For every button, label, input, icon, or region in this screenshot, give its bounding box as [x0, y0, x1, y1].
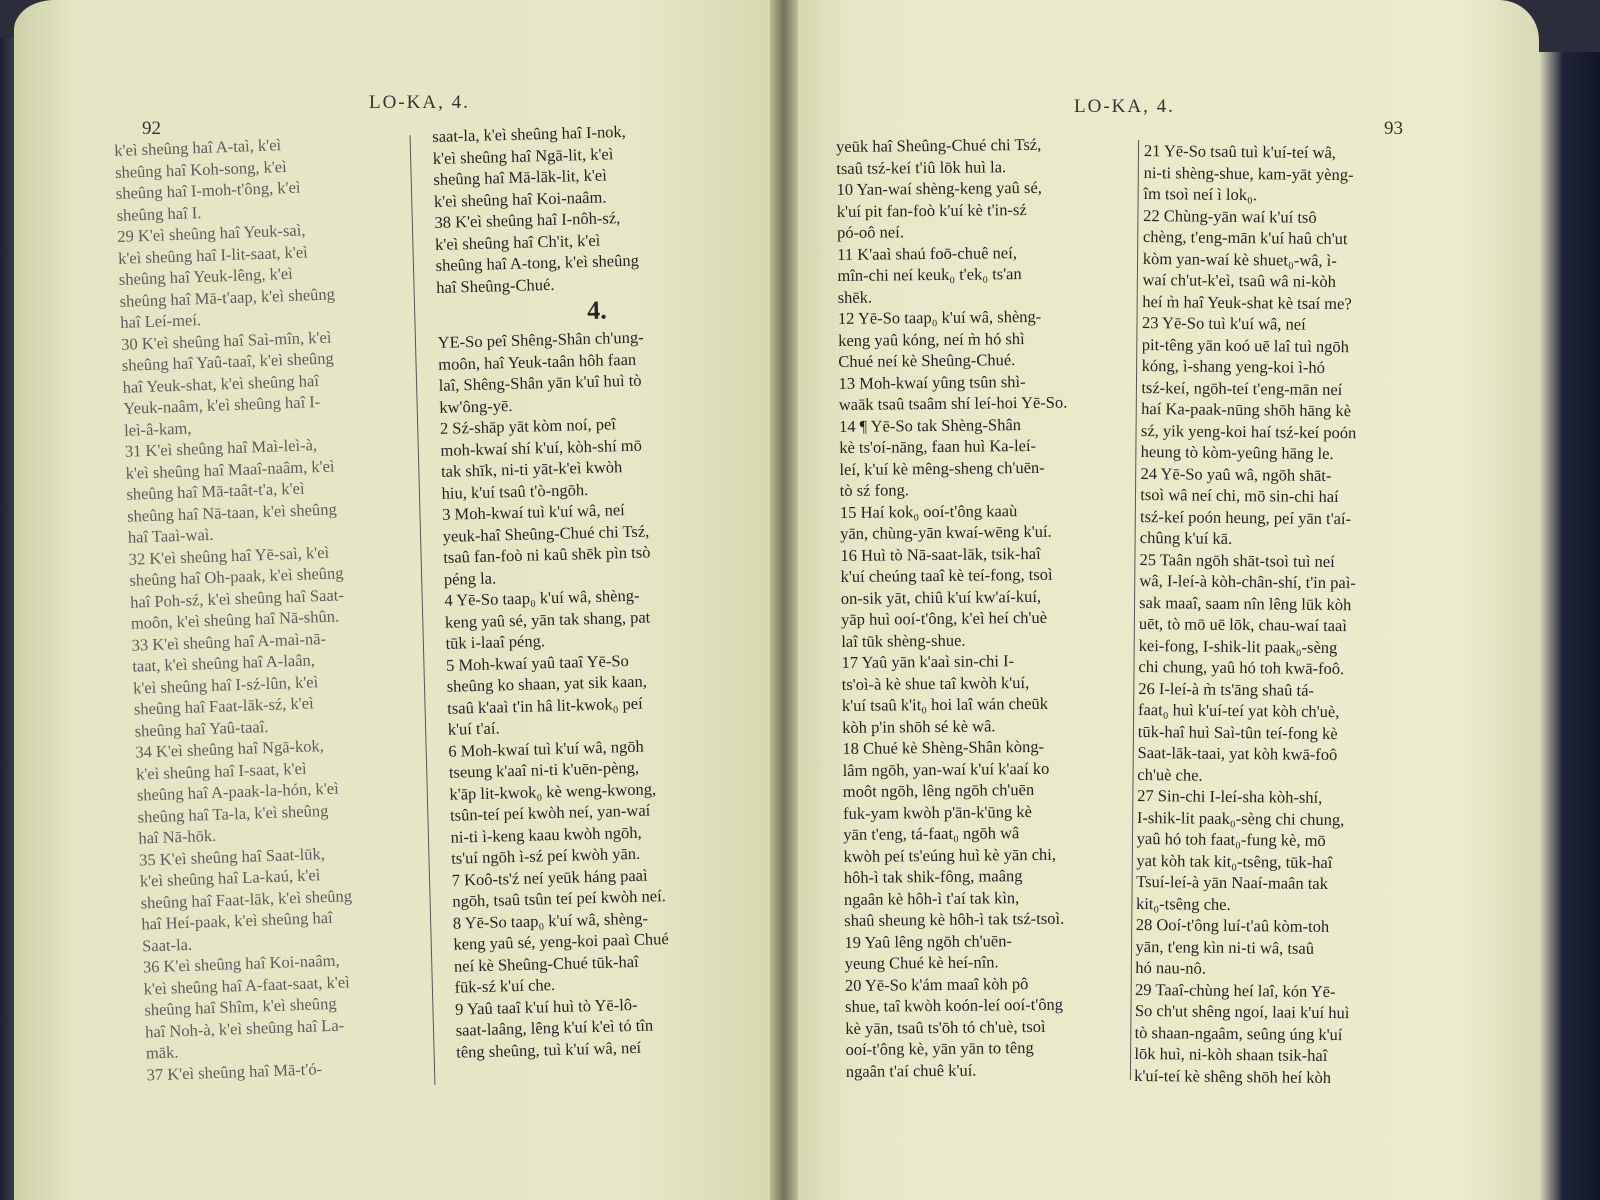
- text-line: hó nau-nô.: [1135, 957, 1207, 978]
- text-line: haí Ka-paak-nūng shōh hāng kè: [1141, 398, 1352, 421]
- text-line: hiu, k'uí tsaû t'ò-ngōh.: [441, 479, 589, 503]
- text-line: haî Noh-à, k'eì sheûng haî La-: [144, 1015, 345, 1041]
- text-line: yān, chùng-yān kwaí-wēng k'uí.: [840, 521, 1052, 543]
- text-line: kè yān, tsaû ts'ōh tó ch'uè, tsoì: [845, 1016, 1046, 1038]
- text-line: 35 K'eì sheûng haî Saat-lūk,: [138, 843, 326, 870]
- left-page: [14, 0, 784, 1200]
- text-column-left: [836, 133, 1176, 1082]
- text-line: leì-â-kam,: [123, 417, 192, 440]
- text-line: sheûng ko shaan, yat sik kaan,: [446, 671, 648, 696]
- text-line: laî, Shêng-Shân yān k'uî huì tò: [438, 370, 642, 395]
- text-line: sheûng haî I.: [116, 202, 202, 225]
- text-line: haî Taaì-waì.: [127, 524, 214, 547]
- text-line: lâm ngōh, yan-waí k'uí k'aaí ko: [842, 758, 1050, 780]
- text-line: ni-ti shèng-shue, kam-yāt yèng-: [1143, 162, 1354, 184]
- text-line: ch'uè che.: [1137, 764, 1203, 785]
- text-line: sheûng haî A-tong, k'eì sheûng: [435, 250, 640, 275]
- text-line: sheûng haî Ta-la, k'eì sheûng: [137, 800, 329, 827]
- text-line: péng la.: [443, 567, 497, 589]
- text-line: k'eì sheûng haî Koi-naâm.: [433, 186, 607, 211]
- text-line: k'eì sheûng haî Ch'it, k'eì: [434, 230, 601, 254]
- text-line: 5 Moh-kwaí yaû taaî Yē-So: [445, 650, 629, 675]
- text-line: 31 K'eì sheûng haî Maì-leì-à,: [124, 435, 318, 461]
- text-line: haî Yeuk-shat, k'eì sheûng haî: [122, 370, 320, 397]
- text-line: moôt ngōh, lêng ngōh ch'uēn: [842, 779, 1035, 801]
- text-line: k'āp lit-kwok₀ kè weng-kwong,: [449, 778, 657, 804]
- text-line: 28 Ooí-t'ông luí-t'aû kòm-toh: [1135, 914, 1330, 936]
- text-line: 18 Chué kè Shèng-Shân kòng-: [842, 736, 1045, 758]
- text-line: k'uí tsaû k'it₀ hoi laî wán cheūk: [841, 693, 1049, 715]
- text-line: sheûng haî Yeuk-lêng, k'eì: [118, 263, 294, 289]
- text-line: saat-laâng, lêng k'uí k'eì tó tîn: [455, 1015, 654, 1040]
- text-line: So ch'ut shêng ngoí, laai k'uí huì: [1134, 1000, 1350, 1023]
- text-line: 8 Yē-So taap₀ k'uí wâ, shèng-: [452, 908, 649, 933]
- text-line: ni-ti ì-keng kaau kwòh ngōh,: [450, 822, 642, 847]
- text-line: k'eì sheûng haî La-kaú, k'eì: [139, 865, 321, 891]
- text-line: yān, t'eng kìn ni-ti wâ, tsaû: [1135, 936, 1315, 958]
- text-line: kit₀-tsêng che.: [1135, 893, 1231, 914]
- text-line: Saat-lāk-taai, yat kòh kwā-foô: [1137, 742, 1338, 765]
- text-line: lōk huì, ni-kòh shaan tsik-haî: [1134, 1043, 1328, 1065]
- text-line: yāp huì ooí-t'ông, k'eì heí ch'uè: [840, 607, 1048, 629]
- text-line: ngaân t'aí chuê k'uí.: [845, 1060, 977, 1081]
- text-line: moôn, k'eì sheûng haî Nā-shûn.: [130, 606, 340, 633]
- text-line: tò sź fong.: [839, 480, 910, 500]
- text-line: 4 Yē-So taap₀ k'uí wâ, shèng-: [444, 585, 640, 610]
- text-line: sheûng haî Faat-lāk-sź, k'eì: [133, 693, 314, 719]
- text-line: 22 Chùng-yān waí k'uí tsô: [1143, 205, 1317, 227]
- text-line: 25 Taân ngōh shāt-tsoì tuì neí: [1139, 549, 1335, 571]
- text-line: ts'oì-à kè shue taî kwòh k'uí,: [841, 672, 1030, 694]
- text-line: heung tò kòm-yeûng hāng le.: [1140, 441, 1334, 464]
- text-line: k'eì sheûng haî I-lit-saat, k'eì: [117, 241, 309, 268]
- text-line: 16 Huì tò Nā-saat-lāk, tsik-haî: [840, 543, 1041, 565]
- text-line: tak shīk, ni-ti yāt-k'eì kwòh: [440, 457, 623, 481]
- text-line: saat-la, k'eì sheûng haî I-nok,: [432, 121, 627, 146]
- text-line: sheûng haî Shîm, k'eì sheûng: [144, 993, 337, 1020]
- text-line: sheûng haî Mā-t'aap, k'eì sheûng: [119, 283, 336, 311]
- text-line: kei-fong, I-shik-lit paak₀-sèng: [1138, 635, 1338, 657]
- text-line: 15 Haí kok₀ ooí-t'ông kaaù: [839, 500, 1018, 522]
- text-line: 13 Moh-kwaí yûng tsûn shì-: [838, 371, 1026, 393]
- text-line: k'eì sheûng haî I-sź-lûn, k'eì: [132, 671, 319, 698]
- text-line: têng sheûng, tuì k'uí wâ, neí: [455, 1037, 642, 1062]
- text-line: 29 K'eì sheûng haî Yeuk-saì,: [117, 220, 306, 246]
- text-line: shaû sheung kè hôh-ì tak tsź-tsoì.: [844, 908, 1065, 930]
- right-page: [784, 0, 1539, 1200]
- text-line: Tsuí-leí-à yān Naaí-maân tak: [1136, 871, 1329, 893]
- text-line: yeung Chué kè heí-nîn.: [844, 952, 999, 973]
- text-line: 32 K'eì sheûng haî Yē-saì, k'eì: [128, 542, 330, 569]
- text-line: 11 K'aaì shaú foō-chuê neí,: [837, 242, 1017, 264]
- text-line: haî Sheûng-Chué.: [435, 274, 555, 297]
- text-line: tsź-keí poón heung, peí yān t'aí-: [1139, 506, 1352, 528]
- text-line: sheûng haî Nā-taan, k'eì sheûng: [126, 498, 337, 526]
- text-line: 17 Yaû yān k'aaì sin-chi I-: [841, 651, 1015, 672]
- text-line: tsûn-teí peí kwòh neí, yan-waí: [449, 800, 651, 825]
- text-line: k'uí pit fan-foò k'uí kè t'in-sź: [836, 199, 1027, 221]
- text-line: Yeuk-naâm, k'eì sheûng haî I-: [123, 391, 321, 418]
- text-line: k'uí cheúng taaî kè teí-fong, tsoì: [840, 564, 1053, 586]
- text-line: tūk i-laaî péng.: [445, 631, 546, 653]
- text-line: 21 Yē-So tsaû tuì k'uí-teí wâ,: [1143, 140, 1337, 163]
- text-line: yaû hó toh faat₀-fung kè, mō: [1136, 828, 1326, 850]
- text-line: k'eì sheûng haî A-faat-saat, k'eì: [143, 971, 351, 998]
- text-line: 23 Yē-So tuì k'uí wâ, neí: [1141, 312, 1306, 334]
- text-line: yeūk haî Sheûng-Chué chi Tsź,: [836, 134, 1042, 156]
- text-line: 34 K'eì sheûng haî Ngā-kok,: [135, 736, 325, 762]
- text-line: tseung k'aaî ni-ti k'uēn-pèng,: [448, 757, 640, 782]
- text-line: yat kòh tak kit₀-tsêng, tūk-haî: [1136, 850, 1333, 872]
- text-line: haî Leí-meí.: [120, 310, 202, 332]
- running-header: LO-KA, 4.: [1074, 96, 1175, 117]
- text-line: tsaû k'aaì t'in hâ lit-kwok₀ peí: [446, 693, 643, 718]
- text-line: sheûng haî A-paak-la-hón, k'eì: [136, 778, 339, 805]
- text-line: I-shik-lit paak₀-sèng chi chung,: [1136, 807, 1345, 829]
- text-line: kòh p'in shōh sé kè wâ.: [842, 715, 996, 737]
- text-line: keng yaû sé, yeng-koi paaì Chué: [453, 929, 669, 954]
- text-line: waí ch'ut-k'eì, tsaû wâ ni-kòh: [1142, 269, 1336, 292]
- text-line: k'eì sheûng haî Ngā-lit, k'eì: [432, 143, 614, 168]
- text-line: k'uí t'aí.: [447, 718, 500, 739]
- text-line: hôh-ì tak shik-fông, maâng: [843, 866, 1023, 887]
- text-line: k'eì sheûng haî A-taì, k'eì: [114, 135, 282, 160]
- text-line: 30 K'eì sheûng haî Saì-mîn, k'eì: [120, 327, 332, 354]
- text-line: kw'ông-yē.: [439, 395, 513, 417]
- text-line: sź, yik yeng-koi haí tsź-keí poón: [1140, 420, 1357, 442]
- text-column-right: [1134, 140, 1494, 1090]
- text-line: k'eì sheûng haî I-saat, k'eì: [135, 758, 307, 784]
- text-line: chèng, t'eng-mān k'uí haû ch'ut: [1142, 226, 1348, 249]
- text-line: 10 Yan-waí shèng-keng yaû sé,: [836, 177, 1042, 199]
- text-line: ngaân kè hôh-ì t'aí tak kìn,: [843, 887, 1020, 909]
- text-line: pó-oô neí.: [836, 222, 905, 242]
- text-line: sheûng haî Faat-lāk, k'eì sheûng: [140, 885, 353, 913]
- text-line: tsaû fan-foò ni kaû shēk pìn tsò: [443, 542, 651, 567]
- text-line: 7 Koô-ts'ź neí yeūk háng paaì: [451, 865, 648, 890]
- text-line: taat, k'eì sheûng haî A-laân,: [132, 650, 316, 676]
- text-line: moh-kwaí shí k'uí, kòh-shí mō: [440, 435, 643, 460]
- text-line: shēk.: [837, 287, 873, 307]
- text-line: shue, taî kwòh koón-leí ooí-t'ông: [845, 994, 1064, 1016]
- text-line: 6 Moh-kwaí tuì k'uí wâ, ngōh: [448, 736, 645, 761]
- text-line: tūk-haî huì Saì-tûn teí-fong kè: [1137, 721, 1338, 743]
- text-line: chi chung, yaû hó toh kwā-foô.: [1138, 656, 1345, 679]
- text-line: haî Poh-sź, k'eì sheûng haî Saat-: [129, 584, 345, 612]
- verse-block: [437, 324, 776, 1063]
- text-line: kwòh peí ts'eúng huì kè yān chi,: [843, 844, 1057, 866]
- text-line: 26 I-leí-à m̀ ts'āng shaû tá-: [1138, 678, 1315, 700]
- text-line: wâ, I-leí-à kòh-chân-shí, t'in paì-: [1139, 570, 1356, 593]
- text-line: kóng, ì-shang yeng-koi ì-hó: [1141, 355, 1326, 377]
- text-line: 33 K'eì sheûng haî A-maì-nā-: [131, 628, 327, 655]
- chapter-number: 4.: [586, 295, 608, 325]
- text-line: 2 Sź-shāp yāt kòm noí, peî: [439, 414, 617, 438]
- text-line: waāk tsaû tsaâm shí leí-hoi Yē-So.: [838, 392, 1068, 414]
- text-line: 19 Yaû lêng ngōh ch'uēn-: [844, 930, 1013, 952]
- running-header: LO-KA, 4.: [369, 92, 470, 113]
- text-line: Saat-la.: [141, 934, 193, 956]
- text-line: kòm yan-waí kè shuet₀-wâ, ì-: [1142, 248, 1337, 270]
- text-line: haî Heí-paak, k'eì sheûng haî: [141, 907, 333, 934]
- text-line: mîn-chi neí keuk₀ t'ek₀ ts'an: [837, 264, 1022, 285]
- text-line: neí kè Sheûng-Chué tūk-haî: [453, 951, 639, 976]
- text-line: faat₀ huì k'uí-teí yat kòh ch'uè,: [1137, 699, 1340, 722]
- text-line: 12 Yē-So taap₀ k'uí wâ, shèng-: [837, 306, 1042, 328]
- page-number: 92: [142, 118, 161, 139]
- text-line: heí m̀ haî Yeuk-shat kè tsaí me?: [1142, 291, 1352, 313]
- page-number: 93: [1384, 118, 1403, 139]
- text-line: sheûng haî Oh-paak, k'eì sheûng: [129, 563, 344, 590]
- text-line: laî tūk shèng-shue.: [841, 630, 966, 651]
- text-line: tsź-keí, ngōh-teí t'eng-mān neí: [1141, 377, 1343, 399]
- text-line: sak maaî, saam nîn lêng lūk kòh: [1139, 592, 1352, 614]
- book-gutter: [770, 0, 798, 1200]
- text-line: tò shaan-ngaâm, seûng úng k'uí: [1134, 1022, 1343, 1044]
- text-line: leí, k'uí kè mêng-sheng ch'uēn-: [839, 457, 1045, 479]
- text-line: on-sik yāt, chiû k'uí kw'aí-kuí,: [840, 586, 1042, 608]
- text-line: māk.: [145, 1042, 179, 1063]
- text-line: 37 K'eì sheûng haî Mā-t'ó-: [146, 1058, 323, 1084]
- text-line: tsaû tsź-keí t'iû lōk huì la.: [836, 156, 1007, 178]
- text-line: sheûng haî Yaû-taaî, k'eì sheûng: [121, 348, 335, 375]
- text-line: 29 Taaî-chùng heí laî, kón Yē-: [1135, 979, 1336, 1001]
- book-cover-left-edge: [0, 38, 14, 1200]
- verse-block: [432, 118, 756, 298]
- text-line: pit-têng yān koó uē laî tuì ngōh: [1141, 334, 1350, 356]
- text-line: kè ts'oí-nāng, faan huì Ka-leí-: [839, 435, 1037, 457]
- text-line: fuk-yam kwòh p'ān-k'ūng kè: [842, 801, 1032, 823]
- text-line: 27 Sin-chi I-leí-sha kòh-shí,: [1137, 785, 1323, 807]
- text-line: moôn, haî Yeuk-taân hôh faan: [437, 349, 637, 374]
- text-line: keng yaû sé, yān tak shang, pat: [444, 606, 651, 632]
- text-line: 24 Yē-So yaû wâ, ngōh shāt-: [1140, 463, 1332, 485]
- text-line: sheûng haî Koh-song, k'eì: [114, 156, 287, 182]
- text-line: yeuk-haî Sheûng-Chué chi Tsź,: [442, 520, 650, 546]
- text-line: yān t'eng, tá-faat₀ ngōh wâ: [843, 823, 1020, 844]
- text-line: k'uí-teí kè shêng shōh heí kòh: [1134, 1065, 1332, 1087]
- book-cover-right-edge: [1538, 52, 1600, 1200]
- text-column-right: [432, 118, 776, 1063]
- text-line: tsoì wâ neí chi, mō sin-chi haí: [1140, 484, 1339, 507]
- text-line: 20 Yē-So k'ám maaî kòh pô: [844, 973, 1029, 995]
- text-line: keng yaû kóng, neí m̀ hó shì: [838, 328, 1025, 350]
- text-line: 9 Yaû taaî k'uí huì tò Yē-lô-: [454, 994, 638, 1019]
- text-line: sheûng haî Mā-taât-t'a, k'eì: [126, 478, 305, 504]
- text-line: sheûng haî Mā-lāk-lit, k'eì: [433, 165, 608, 189]
- text-line: ngōh, tsaû tsûn teí peí kwòh neí.: [452, 886, 667, 911]
- text-line: îm tsoì neí ì lok₀.: [1143, 183, 1258, 205]
- text-column-left: [114, 130, 447, 1086]
- text-line: ooí-t'ông kè, yān yān to têng: [845, 1037, 1034, 1059]
- text-line: sheûng haî I-moh-t'ông, k'eì: [115, 177, 301, 203]
- text-line: 3 Moh-kwaí tuì k'uí wâ, neí: [441, 500, 625, 524]
- text-line: YE-So peî Shêng-Shân ch'ung-: [437, 327, 644, 352]
- text-line: k'eì sheûng haî Maaî-naâm, k'eì: [125, 456, 335, 483]
- text-line: uēt, tò mō uē lōk, chau-waí taaì: [1138, 613, 1348, 636]
- text-line: haî Nā-hōk.: [138, 825, 217, 848]
- text-line: 14 ¶ Yē-So tak Shèng-Shân: [838, 414, 1022, 436]
- text-line: sheûng haî Yaû-taaî.: [134, 716, 269, 741]
- text-line: ts'uí ngōh ì-sź peí kwòh yān.: [450, 843, 641, 868]
- text-line: 38 K'eì sheûng haî I-nôh-sź,: [434, 208, 621, 232]
- text-line: chûng k'uí kā.: [1139, 527, 1233, 548]
- text-line: fūk-sź k'uí che.: [454, 975, 556, 997]
- text-line: 36 K'eì sheûng haî Koi-naâm,: [142, 950, 340, 977]
- text-line: Chué neí kè Sheûng-Chué.: [838, 350, 1016, 371]
